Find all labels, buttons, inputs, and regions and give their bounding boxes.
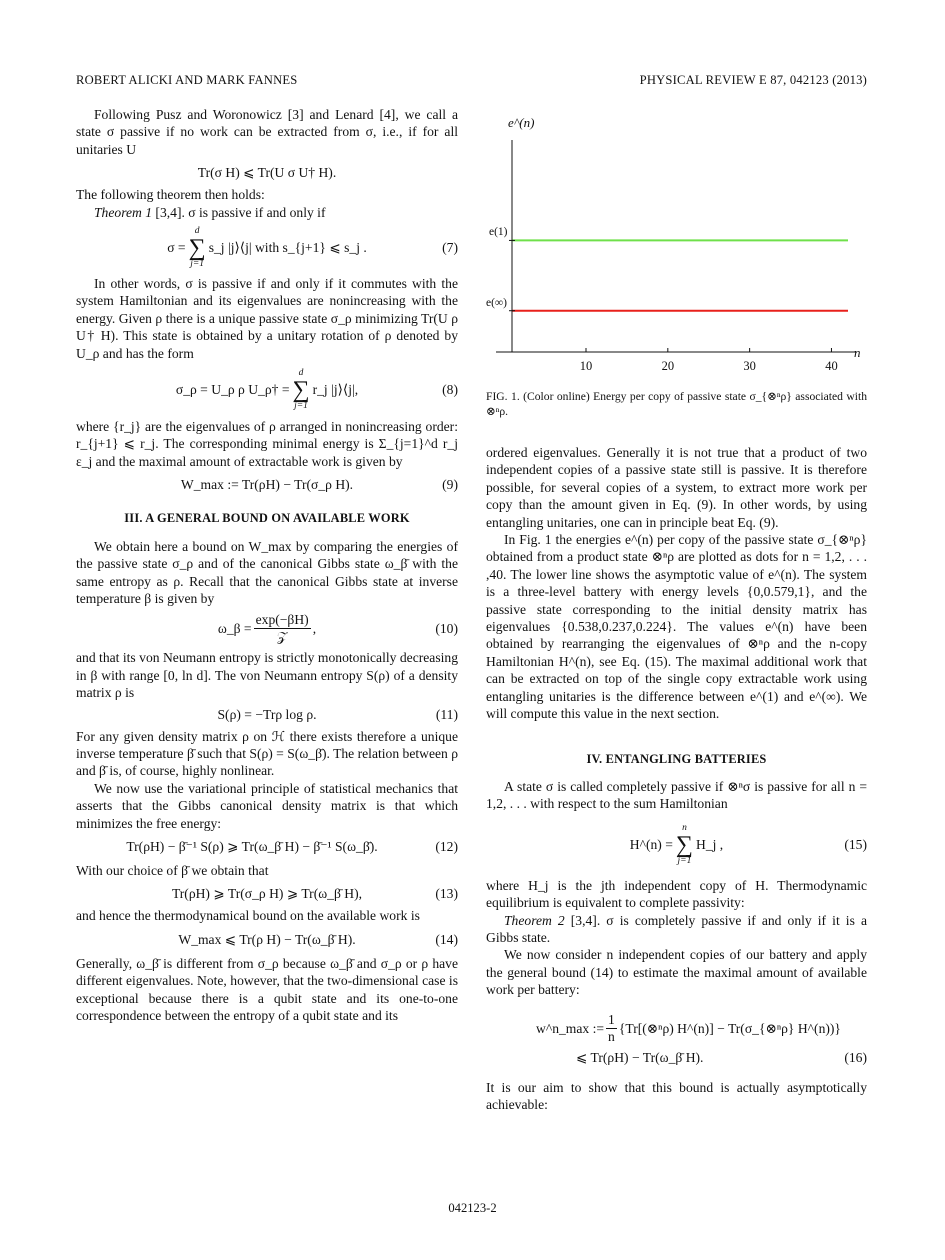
paragraph: In Fig. 1 the energies e^(n) per copy of the passive state σ_{⊗ⁿρ} obtained from a product state ⊗ⁿρ are plotted as dots for n = 1,2, . . . ,40. The lower line shows the asymptotic value of e^(n). The system is a three-level battery with energy levels {0,0.579,1}, and the passive state corresponding to the initial density matrix has eigenvalues {0.538,0.237,0.224}. The values e^(n) have been obtained by rearranging the eigenvalues of ⊗ⁿρ and the n-copy Hamiltonian H^(n), see Eq. (15). The maximal additional work that can be extracted on top of the single copy extractable work using entangling unitaries is the difference between e^(1) and e^(∞). We will compute this value in the next section. [486, 532, 867, 722]
figure-1 [486, 112, 867, 392]
x-tick-label: 30 [743, 359, 756, 373]
equation-body: Tr(σ H) ⩽ Tr(U σ U† H). [197, 164, 337, 180]
equation-number: (7) [442, 240, 458, 256]
x-tick-label: 20 [661, 359, 675, 373]
paragraph: It is our aim to show that this bound is actually asymptotically achievable: [486, 1079, 867, 1112]
equation-lhs: w^n_max := [536, 1020, 605, 1036]
equation-13 [76, 879, 458, 907]
x-axis-label: n [854, 345, 861, 360]
equation-16-line-2 [486, 1047, 867, 1069]
equation-body: W_max := Tr(ρH) − Tr(σ_ρ H). [180, 476, 354, 492]
fraction: $\frac{1}{n}$ [608, 1012, 615, 1045]
theorem-1 [76, 204, 458, 221]
equation-rhs: {Tr[(⊗ⁿρ) H^(n)] − Tr(σ_{⊗ⁿρ} H^(n))} [618, 1020, 841, 1036]
fraction [254, 612, 311, 645]
paragraph: For any given density matrix ρ on ℋ there exists therefore a unique inverse temperature β̄ such that S(ρ) = S(ω_β̄). The relation between ρ and β̄ is, of course, highly nonlinear. [76, 728, 458, 779]
theorem-label: Theorem 2 [504, 912, 565, 928]
equation-body: W_max ⩽ Tr(ρ H) − Tr(ω_β̄ H). [178, 932, 356, 948]
equation-16-line-1 [486, 1011, 867, 1047]
paragraph: A state σ is called completely passive if ⊗ⁿσ is passive for all n = 1,2, . . . with respect to the sum Hamiltonian [486, 778, 867, 812]
theorem-text: [3,4]. σ is passive if and only if [152, 204, 326, 220]
paragraph: The following theorem then holds: [76, 187, 265, 203]
summation-symbol: d ∑ j=1 [292, 368, 310, 412]
equation-number: (16) [844, 1049, 867, 1065]
paragraph: In other words, σ is passive if and only if it commutes with the system Hamiltonian and its eigenvalues are nonincreasing with the energy. Given ρ there is a unique passive state σ_ρ minimizing Tr(U ρ U† H). This state is obtained by a unitary rotation of ρ denoted by U_ρ and has the form [76, 276, 458, 361]
theorem-label: Theorem 1 [94, 204, 153, 220]
x-tick-label: 40 [825, 359, 838, 373]
equation-body: ⩽ Tr(ρH) − Tr(ω_β̄ H). [576, 1049, 704, 1065]
running-header-authors: ROBERT ALICKI AND MARK FANNES [76, 73, 298, 87]
equation-body: S(ρ) = −Trρ log ρ. [217, 706, 317, 722]
summation-symbol: d ∑ j=1 [188, 226, 206, 270]
section-heading: IV. ENTANGLING BATTERIES [586, 751, 767, 766]
paragraph: We now consider n independent copies of our battery and apply the general bound (14) to estimate the maximal amount of available work per battery: [486, 947, 867, 998]
equation-14 [76, 925, 458, 955]
paragraph: where {r_j} are the eigenvalues of ρ arranged in nonincreasing order: r_{j+1} ⩽ r_j. The corresponding minimal energy is Σ_{j=1}^d r_j ε_j and the maximal amount of extractable work is given by [76, 419, 458, 469]
equation-lhs: σ = [167, 240, 186, 256]
paragraph: We now use the variational principle of statistical mechanics that asserts that the Gibbs canonical density matrix is that which minimizes the free energy: [76, 780, 458, 831]
fraction-numerator: exp(−βH) [255, 611, 309, 627]
paragraph: and hence the thermodynamical bound on the available work is [76, 908, 420, 924]
running-header-journal: PHYSICAL REVIEW E 87, 042123 (2013) [639, 73, 867, 87]
right-column [486, 444, 867, 1113]
paragraph: With our choice of β̄ we obtain that [76, 862, 269, 878]
equation-number: (8) [442, 382, 458, 398]
equation-8 [76, 362, 458, 418]
equation-body: Tr(ρH) ⩾ Tr(σ_ρ H) ⩾ Tr(ω_β̄ H), [171, 885, 363, 901]
equation-11 [76, 702, 458, 728]
paragraph: Generally, ω_β̄ is different from σ_ρ because ω_β̄ and σ_ρ or ρ have different eigenvalues. Note, however, that the two-dimensional case is exceptional because there is a qubit state and its one-to-one correspondence between the entropy of a qubit state and its [76, 955, 458, 1023]
equation-number: (14) [435, 932, 458, 948]
equation-number: (10) [435, 620, 458, 636]
level-label-einf: e(∞) [486, 296, 507, 309]
equation-comma: , [312, 620, 317, 636]
theorem-2 [486, 912, 867, 947]
equation-body: Tr(ρH) − β̄⁻¹ S(ρ) ⩾ Tr(ω_β̄ H) − β̄⁻¹ S(ω_β̄). [126, 839, 378, 855]
equation-10 [76, 607, 458, 649]
equation-lhs: H^(n) = [629, 837, 673, 853]
y-axis-label: e^(n) [508, 115, 535, 130]
page-footer: 042123-2 [448, 1201, 497, 1215]
equation-rhs: H_j , [696, 837, 724, 853]
equation-passive [76, 158, 458, 186]
equation-number: (15) [844, 837, 867, 853]
equation-number: (9) [442, 476, 458, 492]
fraction-denominator: 𝒵 [276, 628, 288, 644]
equation-15 [486, 813, 867, 877]
paragraph: where H_j is the jth independent copy of H. Thermodynamic equilibrium is equivalent to complete passivity: [486, 877, 867, 911]
equation-rhs: r_j |j⟩⟨j|, [312, 382, 359, 398]
equation-number: (12) [435, 839, 458, 855]
paragraph: and that its von Neumann entropy is strictly monotonically decreasing in β with range [0, ln d]. The von Neumann entropy S(ρ) of a density matrix ρ is [76, 650, 458, 701]
chart-plot-area [486, 112, 867, 392]
paragraph: We obtain here a bound on W_max by comparing the energies of the passive state σ_ρ and of the canonical Gibbs state ω_β̄ with the same entropy as ρ. Recall that the canonical Gibbs state at inverse temperature β is given by [76, 538, 458, 606]
figure-caption: FIG. 1. (Color online) Energy per copy of passive state σ_{⊗ⁿρ} associated with ⊗ⁿρ. [486, 390, 867, 418]
x-tick-label: 10 [579, 359, 593, 373]
left-column [76, 106, 458, 1024]
paragraph: ordered eigenvalues. Generally it is not true that a product of two independent copies of a passive state still is passive. It is therefore possible, for several copies of a system, to extract more work per copy than the amount given in Eq. (9). In other words, by using entangling unitaries, one can in principle beat Eq. (9). [486, 445, 867, 530]
summation-symbol: n ∑ j=1 [675, 822, 694, 866]
section-heading: III. A GENERAL BOUND ON AVAILABLE WORK [124, 511, 410, 526]
paragraph: Following Pusz and Woronowicz [3] and Lenard [4], we call a state σ passive if no work can be extracted from σ, i.e., if for all unitaries U [76, 107, 458, 157]
level-label-e1: e(1) [489, 226, 508, 239]
equation-9 [76, 470, 458, 498]
equation-rhs: s_j |j⟩⟨j| with s_{j+1} ⩽ s_j . [208, 240, 367, 256]
theorem-text: [3,4]. σ is completely passive if and only if it is a Gibbs state. [486, 912, 867, 945]
equation-number: (11) [435, 706, 458, 722]
equation-lhs: σ_ρ = U_ρ ρ U_ρ† = [175, 382, 290, 398]
equation-lhs: ω_β = [217, 620, 252, 636]
equation-7 [76, 221, 458, 275]
equation-number: (13) [435, 885, 458, 901]
equation-12 [76, 832, 458, 862]
